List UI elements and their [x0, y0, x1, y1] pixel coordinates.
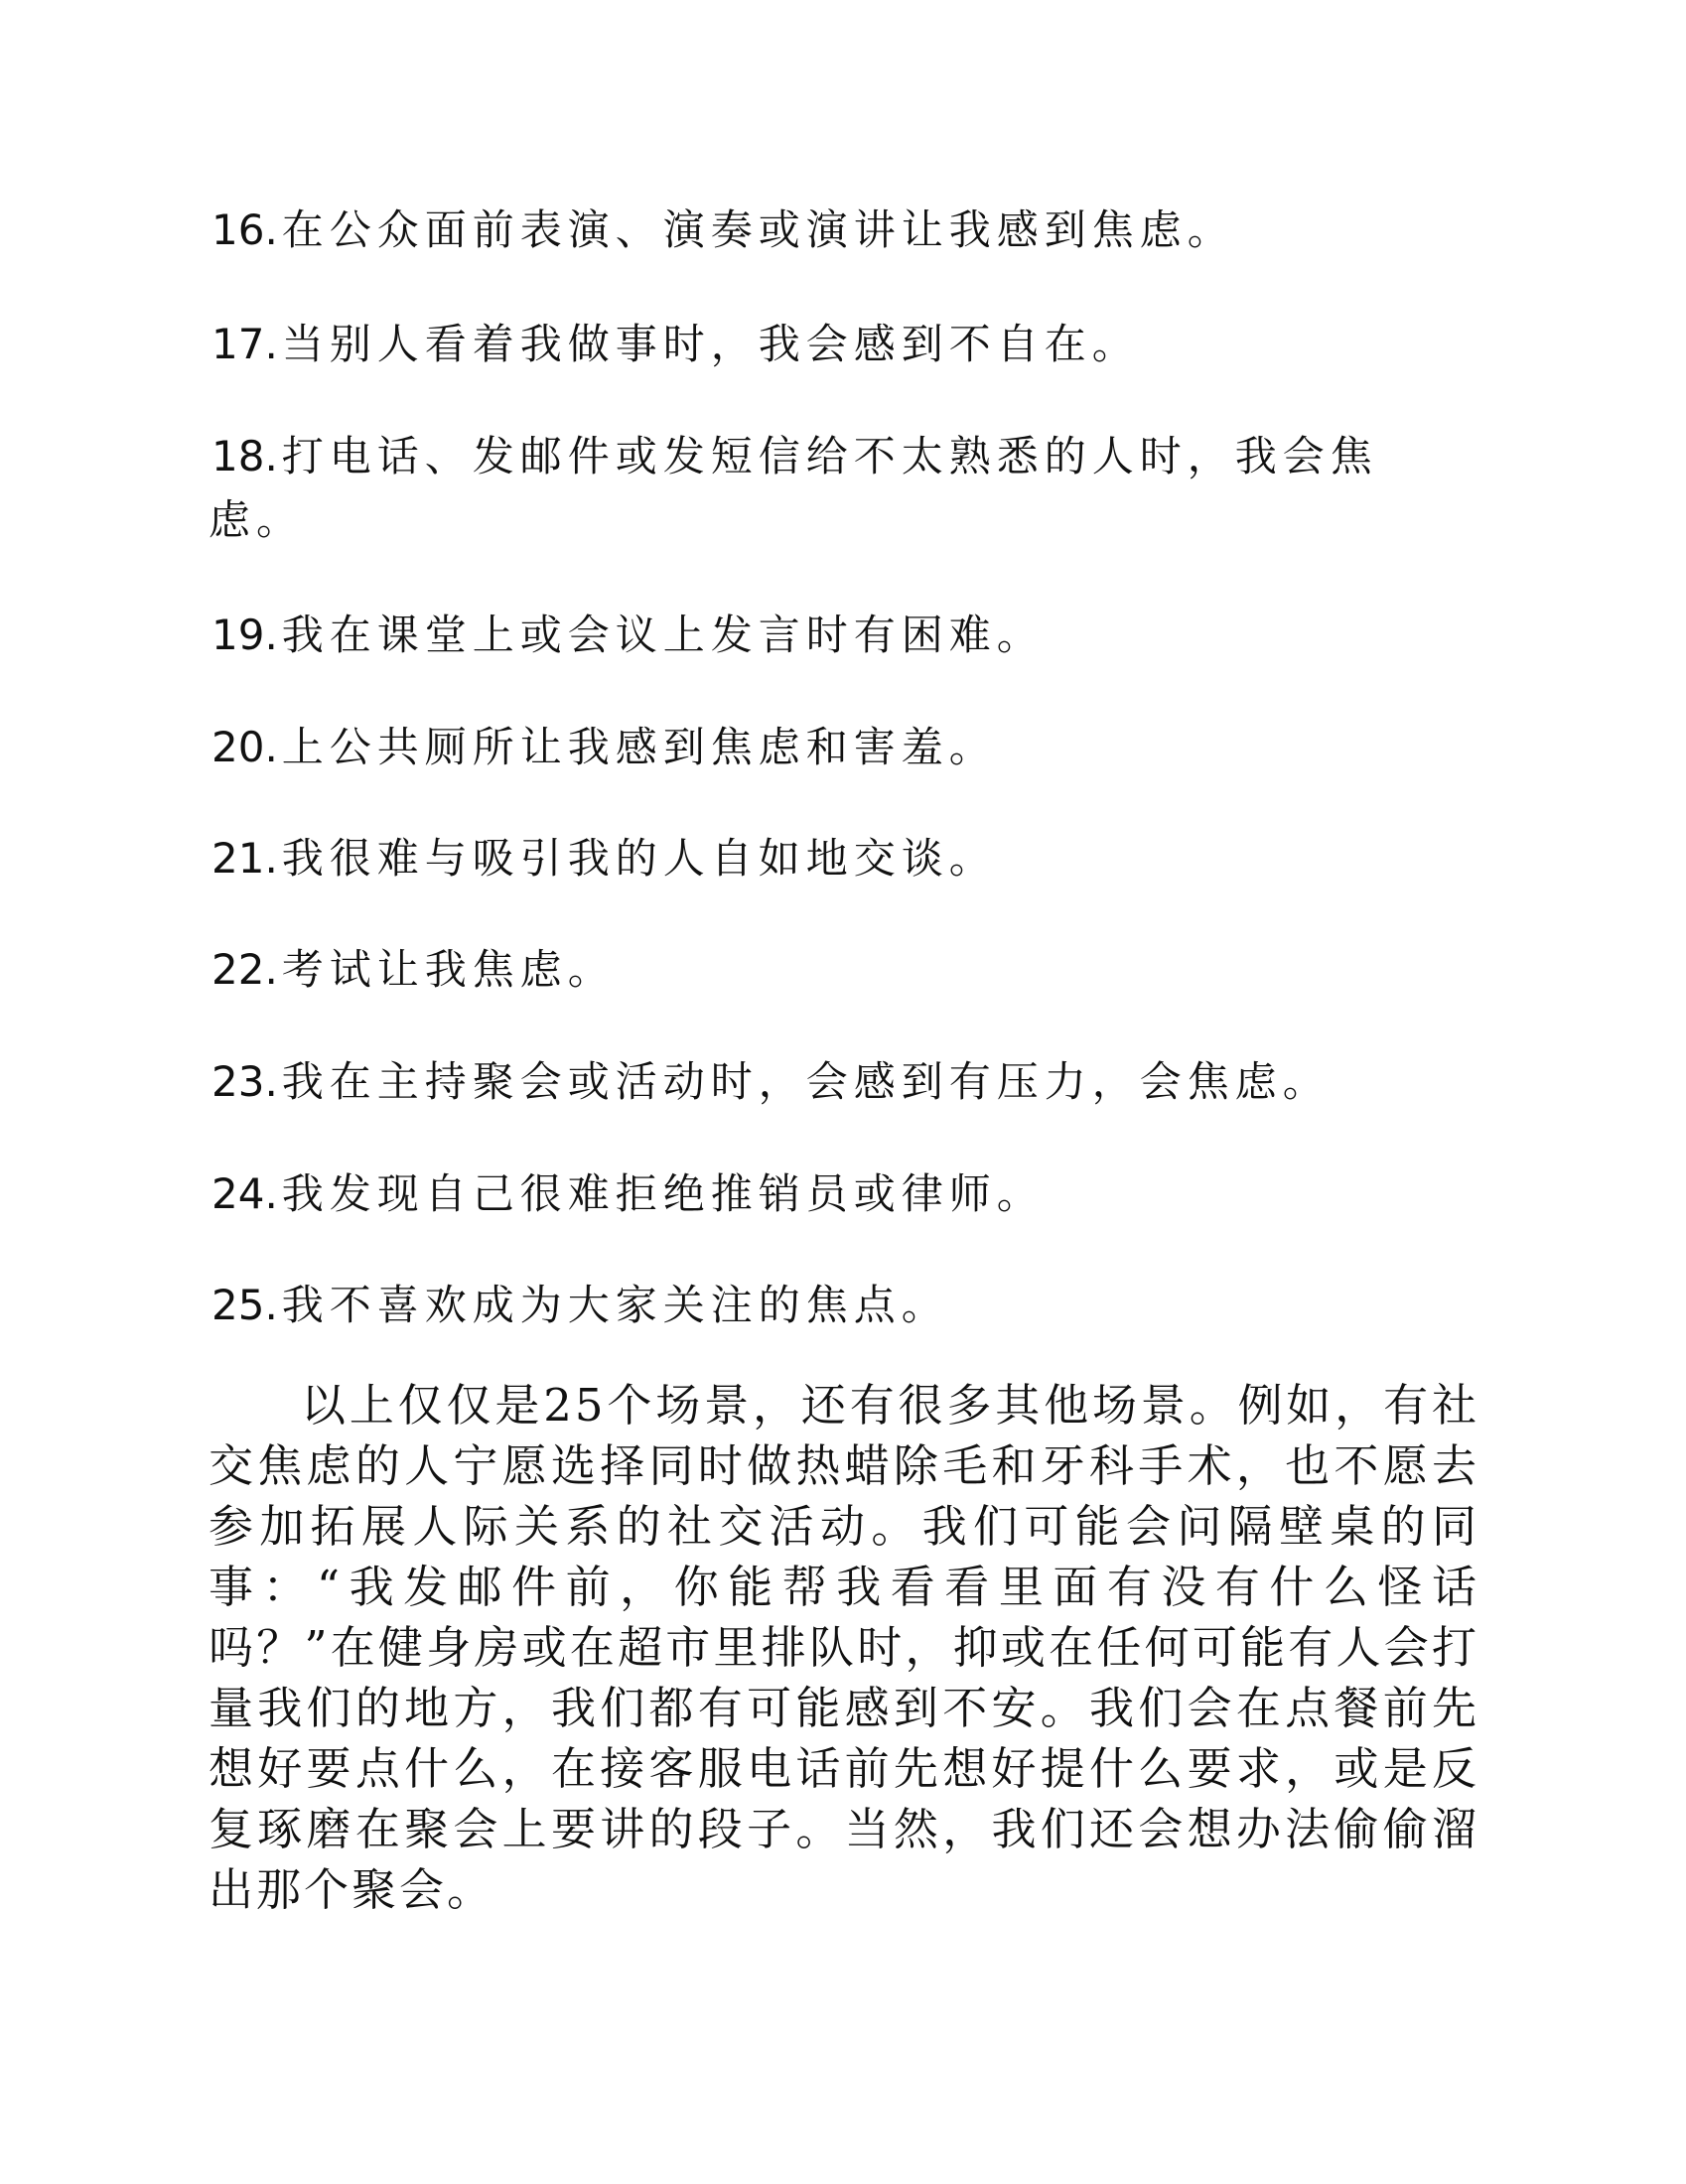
item-text: 我很难与吸引我的人自如地交谈。 — [281, 834, 997, 883]
list-item-19 — [211, 594, 1473, 677]
list-item-16 — [211, 189, 1473, 272]
item-text: 在公众面前表演、演奏或演讲让我感到焦虑。 — [281, 205, 1235, 254]
item-text-continuation: 虑。 — [209, 495, 305, 544]
list-item-23 — [211, 1040, 1473, 1124]
item-number: 25. — [211, 1281, 278, 1329]
item-number: 17. — [211, 320, 278, 368]
item-number: 20. — [211, 723, 278, 771]
item-text: 我发现自己很难拒绝推销员或律师。 — [281, 1169, 1045, 1218]
list-item-18-continuation — [209, 478, 1470, 562]
item-number: 23. — [211, 1057, 278, 1106]
item-text: 上公共厕所让我感到焦虑和害羞。 — [281, 723, 997, 771]
item-number: 21. — [211, 834, 278, 883]
list-item-22 — [211, 928, 1473, 1012]
list-item-17 — [211, 303, 1473, 386]
item-text: 当别人看着我做事时，我会感到不自在。 — [281, 320, 1140, 368]
list-item-24 — [211, 1153, 1473, 1236]
item-number: 22. — [211, 945, 278, 994]
item-number: 19. — [211, 611, 278, 659]
item-text: 我在主持聚会或活动时，会感到有压力，会焦虑。 — [281, 1057, 1331, 1106]
item-text: 考试让我焦虑。 — [281, 945, 616, 994]
list-item-20 — [211, 706, 1473, 789]
item-number: 18. — [211, 432, 278, 480]
body-paragraph: 以上仅仅是25个场景，还有很多其他场景。例如，有社交焦虑的人宁愿选择同时做热蜡除毛和牙科手术，也不愿去参加拓展人际关系的社交活动。我们可能会问隔壁桌的同事：“我发邮件前，你能帮我看看里面有没有什么怪话吗？”在健身房或在超市里排队时，抑或在任何可能有人会打量我们的地方，我们都有可能感到不安。我们会在点餐前先想好要点什么，在接客服电话前先想好提什么要求，或是反复琢磨在聚会上要讲的段子。当然，我们还会想办法偷偷溜出那个聚会。 — [209, 1379, 1479, 1916]
item-text: 我在课堂上或会议上发言时有困难。 — [281, 611, 1045, 659]
item-text: 我不喜欢成为大家关注的焦点。 — [281, 1281, 949, 1329]
item-number: 24. — [211, 1169, 278, 1218]
item-number: 16. — [211, 205, 278, 254]
list-item-25 — [211, 1264, 1473, 1347]
list-item-21 — [211, 817, 1473, 900]
item-text: 打电话、发邮件或发短信给不太熟悉的人时，我会焦 — [281, 432, 1378, 480]
